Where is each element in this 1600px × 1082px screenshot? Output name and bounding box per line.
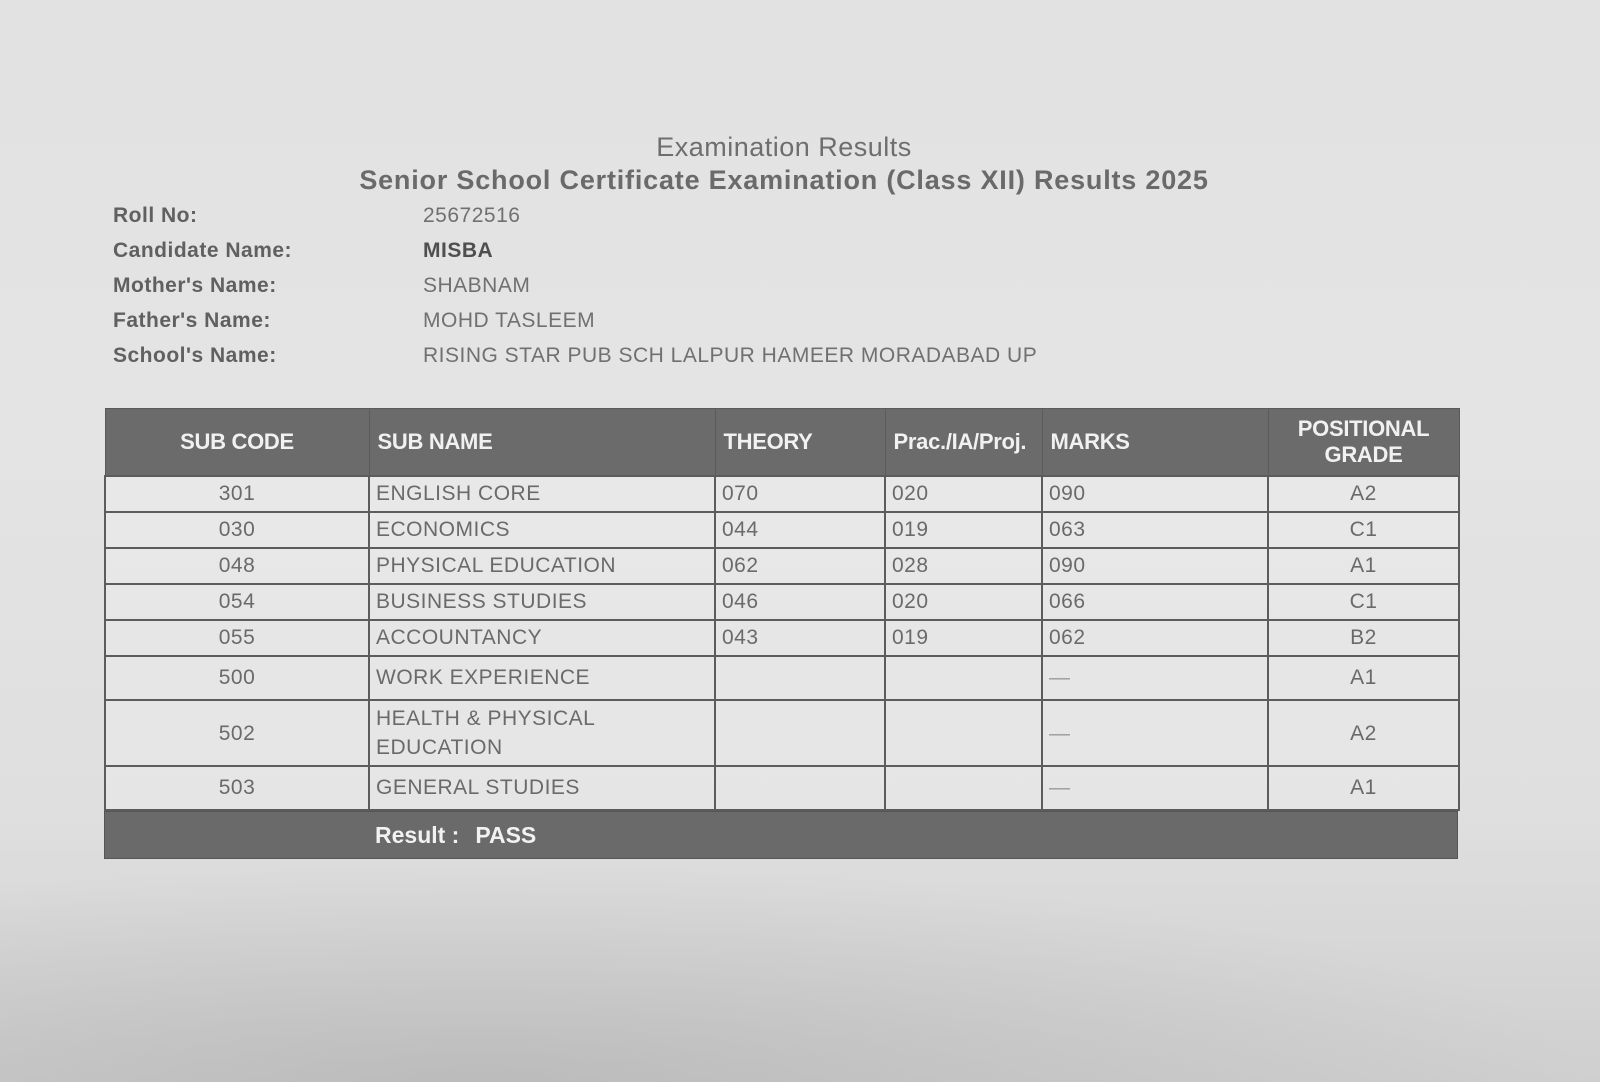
grade-cell: A1 xyxy=(1268,766,1459,810)
grade-cell: B2 xyxy=(1268,620,1459,656)
marks-cell: 066 xyxy=(1042,584,1268,620)
practical-cell: 019 xyxy=(885,620,1042,656)
practical-cell xyxy=(885,700,1042,766)
marks-cell: 090 xyxy=(1042,476,1268,512)
mother-name-row xyxy=(113,268,1213,303)
result-value: PASS xyxy=(475,821,537,848)
practical-cell xyxy=(885,656,1042,700)
roll-no-label: Roll No: xyxy=(113,203,198,227)
header-grade-line1: POSITIONAL xyxy=(1297,416,1430,441)
mother-name-value: SHABNAM xyxy=(423,273,531,297)
document-subtitle: Senior School Certificate Examination (Class XII) Results 2025 xyxy=(359,165,1209,195)
theory-cell: 043 xyxy=(715,620,885,656)
header-practical: Prac./IA/Proj. xyxy=(885,409,1042,477)
sub-name-cell: ACCOUNTANCY xyxy=(369,620,715,656)
theory-cell xyxy=(715,700,885,766)
table-header-row xyxy=(105,409,1459,477)
father-name-row xyxy=(113,303,1213,338)
sub-code-cell: 048 xyxy=(105,548,369,584)
grade-cell: A2 xyxy=(1268,476,1459,512)
candidate-info xyxy=(113,198,1213,373)
header-grade-line2: GRADE xyxy=(1324,442,1403,467)
sub-code-cell: 055 xyxy=(105,620,369,656)
grade-cell: C1 xyxy=(1268,584,1459,620)
header-sub-code: SUB CODE xyxy=(105,409,369,477)
table-row xyxy=(105,700,1459,766)
sub-name-cell: WORK EXPERIENCE xyxy=(369,656,715,700)
candidate-name-label: Candidate Name: xyxy=(113,238,293,262)
sub-code-cell: 502 xyxy=(105,700,369,766)
results-table xyxy=(104,408,1460,811)
grade-cell: A2 xyxy=(1268,700,1459,766)
table-row xyxy=(105,620,1459,656)
table-row xyxy=(105,548,1459,584)
document-title: Examination Results xyxy=(656,132,912,162)
sub-name-cell: HEALTH & PHYSICAL EDUCATION xyxy=(369,700,715,766)
sub-code-cell: 503 xyxy=(105,766,369,810)
theory-cell: 044 xyxy=(715,512,885,548)
sub-code-cell: 054 xyxy=(105,584,369,620)
theory-cell: 046 xyxy=(715,584,885,620)
header-sub-name: SUB NAME xyxy=(369,409,715,477)
theory-cell xyxy=(715,766,885,810)
mother-name-label: Mother's Name: xyxy=(113,273,277,297)
grade-cell: A1 xyxy=(1268,656,1459,700)
table-row xyxy=(105,584,1459,620)
roll-no-value: 25672516 xyxy=(423,203,521,227)
marks-cell: — xyxy=(1042,766,1268,810)
sub-name-cell: BUSINESS STUDIES xyxy=(369,584,715,620)
practical-cell xyxy=(885,766,1042,810)
practical-cell: 028 xyxy=(885,548,1042,584)
table-row xyxy=(105,476,1459,512)
paper-shadow xyxy=(0,862,1600,1082)
sub-code-cell: 301 xyxy=(105,476,369,512)
table-row xyxy=(105,766,1459,810)
practical-cell: 020 xyxy=(885,584,1042,620)
header-theory: THEORY xyxy=(715,409,885,477)
sub-name-cell: ENGLISH CORE xyxy=(369,476,715,512)
sub-name-cell: ECONOMICS xyxy=(369,512,715,548)
sub-name-cell: GENERAL STUDIES xyxy=(369,766,715,810)
roll-no-row xyxy=(113,198,1213,233)
grade-cell: C1 xyxy=(1268,512,1459,548)
candidate-name-row xyxy=(113,233,1213,268)
table-row xyxy=(105,512,1459,548)
results-table-wrap xyxy=(104,408,1458,859)
header-positional-grade xyxy=(1268,409,1459,477)
practical-cell: 019 xyxy=(885,512,1042,548)
marks-cell: — xyxy=(1042,656,1268,700)
father-name-label: Father's Name: xyxy=(113,308,271,332)
sub-name-cell: PHYSICAL EDUCATION xyxy=(369,548,715,584)
practical-cell: 020 xyxy=(885,476,1042,512)
marks-cell: 090 xyxy=(1042,548,1268,584)
theory-cell: 070 xyxy=(715,476,885,512)
grade-cell: A1 xyxy=(1268,548,1459,584)
marks-cell: — xyxy=(1042,700,1268,766)
table-row xyxy=(105,656,1459,700)
theory-cell xyxy=(715,656,885,700)
marks-cell: 062 xyxy=(1042,620,1268,656)
header-marks: MARKS xyxy=(1042,409,1268,477)
school-name-row xyxy=(113,338,1213,373)
theory-cell: 062 xyxy=(715,548,885,584)
school-name-value: RISING STAR PUB SCH LALPUR HAMEER MORADABAD UP xyxy=(423,343,1038,367)
sub-code-cell: 030 xyxy=(105,512,369,548)
marks-cell: 063 xyxy=(1042,512,1268,548)
candidate-name-value: MISBA xyxy=(423,238,494,262)
result-bar xyxy=(104,811,1458,859)
result-label: Result : xyxy=(375,821,460,848)
father-name-value: MOHD TASLEEM xyxy=(423,308,596,332)
school-name-label: School's Name: xyxy=(113,343,277,367)
sub-code-cell: 500 xyxy=(105,656,369,700)
